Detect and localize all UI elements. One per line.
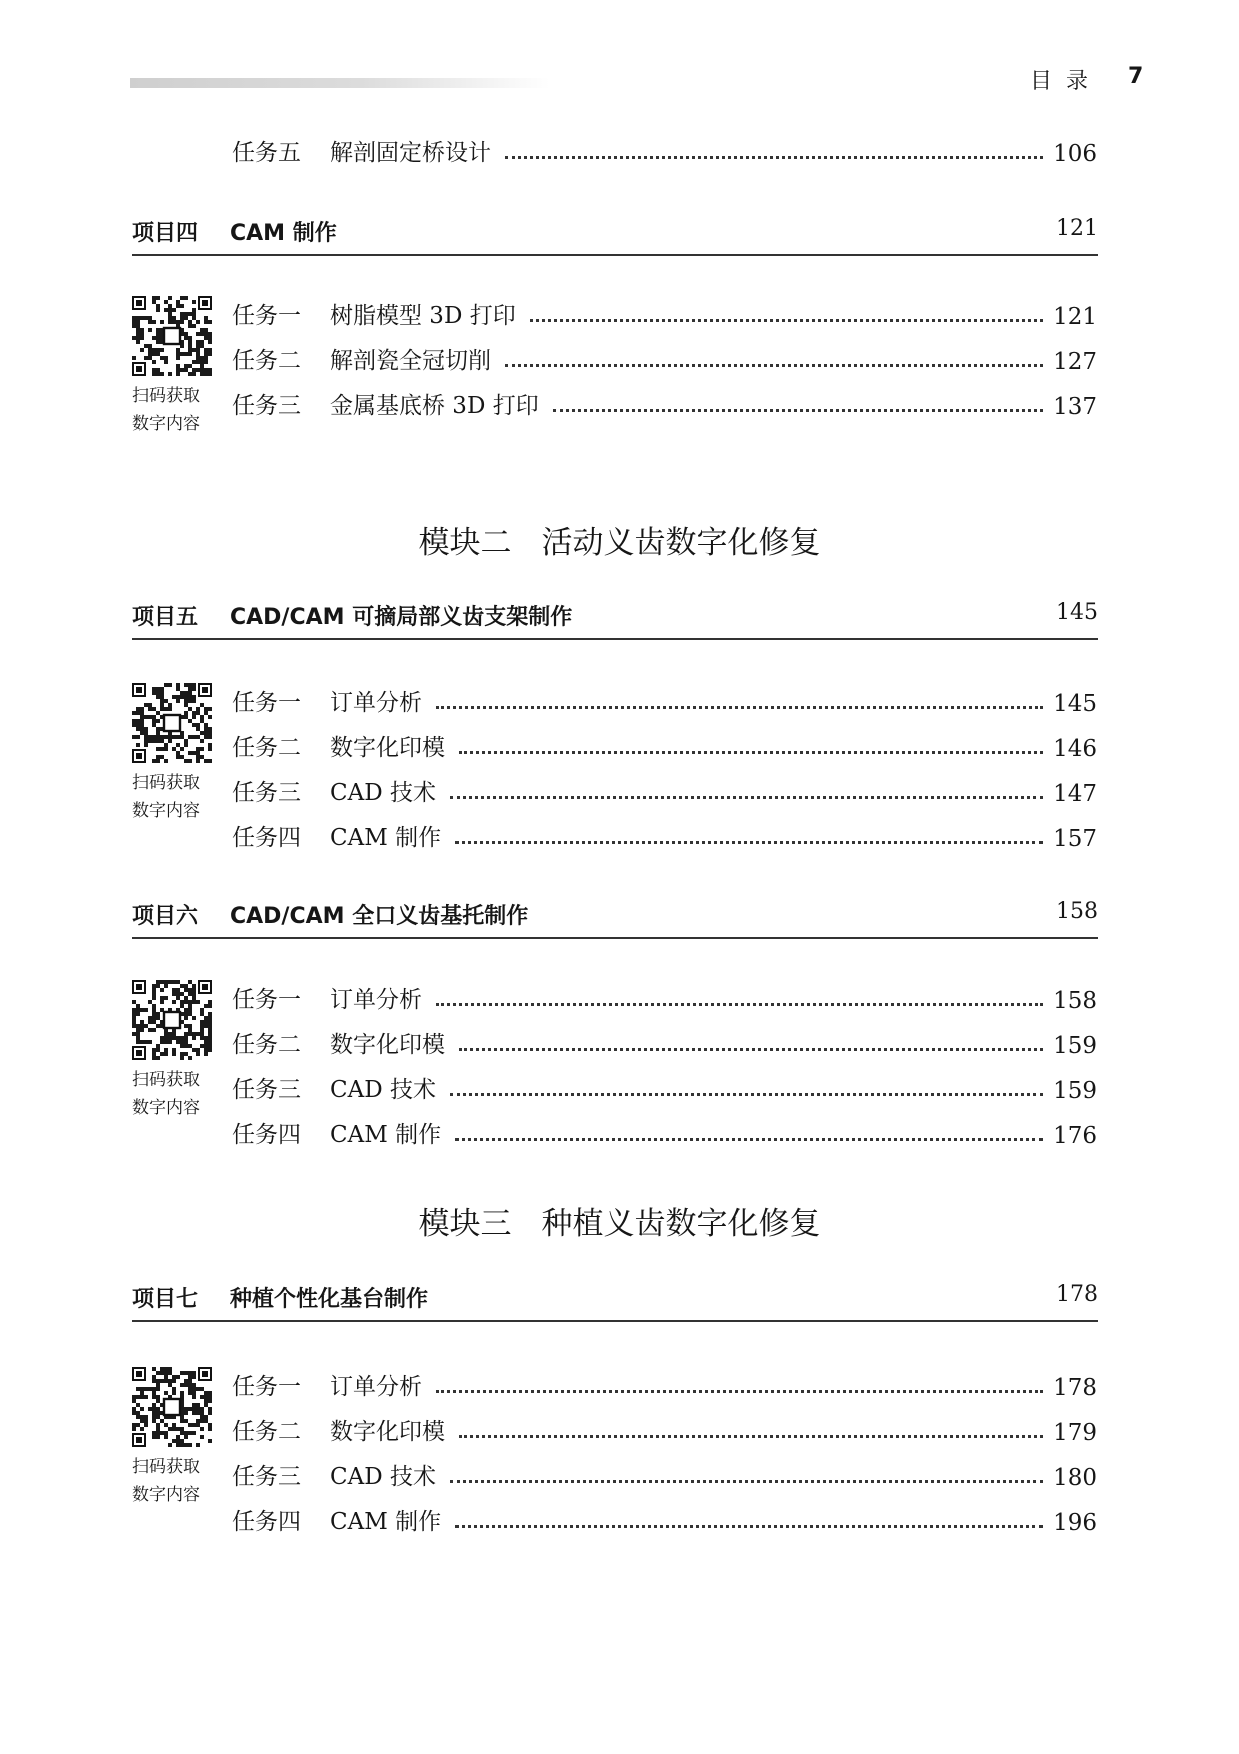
toc-entry[interactable] xyxy=(232,133,1097,167)
task-number: 任务四 xyxy=(232,825,301,851)
module-label: 模块二 xyxy=(418,525,512,561)
toc-entry[interactable] xyxy=(232,1070,1097,1104)
dot-leader xyxy=(505,364,1043,367)
qr-caption: 扫码获取 数字内容 xyxy=(132,1070,200,1118)
task-title: 数字化印模 xyxy=(330,1419,445,1445)
qr-block[interactable] xyxy=(132,296,216,438)
dot-leader xyxy=(553,409,1043,412)
project-label: 项目七 xyxy=(132,1287,199,1312)
dot-leader xyxy=(459,751,1043,754)
qr-code-icon[interactable] xyxy=(132,296,212,376)
task-number: 任务二 xyxy=(232,1032,301,1058)
qr-code-icon[interactable] xyxy=(132,683,212,763)
task-number: 任务五 xyxy=(232,140,301,166)
task-page: 127 xyxy=(1053,349,1097,375)
toc-entry[interactable] xyxy=(232,728,1097,762)
task-title: 订单分析 xyxy=(330,1374,422,1400)
running-header-page-number: 7 xyxy=(1128,64,1144,89)
project-title: 种植个性化基台制作 xyxy=(230,1287,429,1312)
qr-caption: 扫码获取 数字内容 xyxy=(132,1457,200,1505)
project-heading[interactable] xyxy=(132,897,1098,939)
project-page: 145 xyxy=(1056,600,1098,625)
project-title: CAD/CAM 可摘局部义齿支架制作 xyxy=(230,605,573,630)
task-number: 任务一 xyxy=(232,987,301,1013)
task-title: CAD 技术 xyxy=(330,780,436,806)
task-number: 任务一 xyxy=(232,690,301,716)
task-title: CAM 制作 xyxy=(330,825,442,851)
task-number: 任务四 xyxy=(232,1122,301,1148)
task-number: 任务二 xyxy=(232,1419,301,1445)
dot-leader xyxy=(436,1003,1043,1006)
task-title: 订单分析 xyxy=(330,987,422,1013)
task-title: CAD 技术 xyxy=(330,1077,436,1103)
dot-leader xyxy=(530,319,1043,322)
dot-leader xyxy=(450,1093,1043,1096)
toc-entry[interactable] xyxy=(232,341,1097,375)
task-number: 任务三 xyxy=(232,1077,301,1103)
task-page: 158 xyxy=(1053,988,1097,1014)
toc-entry[interactable] xyxy=(232,386,1097,420)
task-page: 106 xyxy=(1053,141,1097,167)
project-heading[interactable] xyxy=(132,598,1098,640)
project-page: 121 xyxy=(1056,216,1098,241)
module-title: 活动义齿数字化修复 xyxy=(541,525,821,561)
toc-entry[interactable] xyxy=(232,1367,1097,1401)
task-page: 145 xyxy=(1053,691,1097,717)
project-title: CAD/CAM 全口义齿基托制作 xyxy=(230,904,529,929)
dot-leader xyxy=(505,156,1043,159)
module-heading xyxy=(0,517,1239,562)
module-label: 模块三 xyxy=(418,1206,512,1242)
dot-leader xyxy=(436,706,1043,709)
task-page: 196 xyxy=(1053,1510,1097,1536)
project-label: 项目四 xyxy=(132,221,199,246)
task-title: CAM 制作 xyxy=(330,1122,442,1148)
task-page: 137 xyxy=(1053,394,1097,420)
task-page: 179 xyxy=(1053,1420,1097,1446)
task-page: 180 xyxy=(1053,1465,1097,1491)
toc-entry[interactable] xyxy=(232,818,1097,852)
toc-entry[interactable] xyxy=(232,980,1097,1014)
task-number: 任务三 xyxy=(232,393,301,419)
project-page: 178 xyxy=(1056,1282,1098,1307)
task-page: 159 xyxy=(1053,1078,1097,1104)
toc-entry[interactable] xyxy=(232,773,1097,807)
task-title: 解剖瓷全冠切削 xyxy=(330,348,491,374)
task-number: 任务二 xyxy=(232,735,301,761)
project-heading[interactable] xyxy=(132,1280,1098,1322)
task-title: 数字化印模 xyxy=(330,735,445,761)
task-page: 147 xyxy=(1053,781,1097,807)
dot-leader xyxy=(459,1048,1043,1051)
task-page: 157 xyxy=(1053,826,1097,852)
task-number: 任务三 xyxy=(232,1464,301,1490)
module-heading xyxy=(0,1198,1239,1243)
task-title: CAM 制作 xyxy=(330,1509,442,1535)
dot-leader xyxy=(455,841,1043,844)
task-title: 金属基底桥 3D 打印 xyxy=(330,393,539,419)
dot-leader xyxy=(455,1525,1043,1528)
task-page: 146 xyxy=(1053,736,1097,762)
qr-block[interactable] xyxy=(132,980,216,1122)
toc-entry[interactable] xyxy=(232,1115,1097,1149)
task-number: 任务四 xyxy=(232,1509,301,1535)
toc-entry[interactable] xyxy=(232,1412,1097,1446)
task-title: 解剖固定桥设计 xyxy=(330,140,491,166)
task-title: CAD 技术 xyxy=(330,1464,436,1490)
project-label: 项目六 xyxy=(132,904,199,929)
toc-entry[interactable] xyxy=(232,1502,1097,1536)
task-page: 176 xyxy=(1053,1123,1097,1149)
dot-leader xyxy=(436,1390,1043,1393)
header-rule xyxy=(130,78,550,88)
project-heading[interactable] xyxy=(132,214,1098,256)
project-page: 158 xyxy=(1056,899,1098,924)
task-number: 任务三 xyxy=(232,780,301,806)
dot-leader xyxy=(450,796,1043,799)
task-page: 178 xyxy=(1053,1375,1097,1401)
toc-entry[interactable] xyxy=(232,683,1097,717)
task-number: 任务一 xyxy=(232,1374,301,1400)
project-label: 项目五 xyxy=(132,605,199,630)
task-title: 数字化印模 xyxy=(330,1032,445,1058)
toc-entry[interactable] xyxy=(232,1025,1097,1059)
project-title: CAM 制作 xyxy=(230,221,337,246)
dot-leader xyxy=(455,1138,1043,1141)
qr-code-icon[interactable] xyxy=(132,1367,212,1447)
task-title: 订单分析 xyxy=(330,690,422,716)
qr-block[interactable] xyxy=(132,1367,216,1509)
dot-leader xyxy=(459,1435,1043,1438)
task-number: 任务二 xyxy=(232,348,301,374)
task-page: 121 xyxy=(1053,304,1097,330)
qr-code-icon[interactable] xyxy=(132,980,212,1060)
qr-caption: 扫码获取 数字内容 xyxy=(132,386,200,434)
module-title: 种植义齿数字化修复 xyxy=(541,1206,821,1242)
task-page: 159 xyxy=(1053,1033,1097,1059)
task-title: 树脂模型 3D 打印 xyxy=(330,303,516,329)
toc-entry[interactable] xyxy=(232,296,1097,330)
qr-block[interactable] xyxy=(132,683,216,825)
task-number: 任务一 xyxy=(232,303,301,329)
toc-entry[interactable] xyxy=(232,1457,1097,1491)
qr-caption: 扫码获取 数字内容 xyxy=(132,773,200,821)
running-header-title: 目录 xyxy=(1030,69,1103,94)
dot-leader xyxy=(450,1480,1043,1483)
